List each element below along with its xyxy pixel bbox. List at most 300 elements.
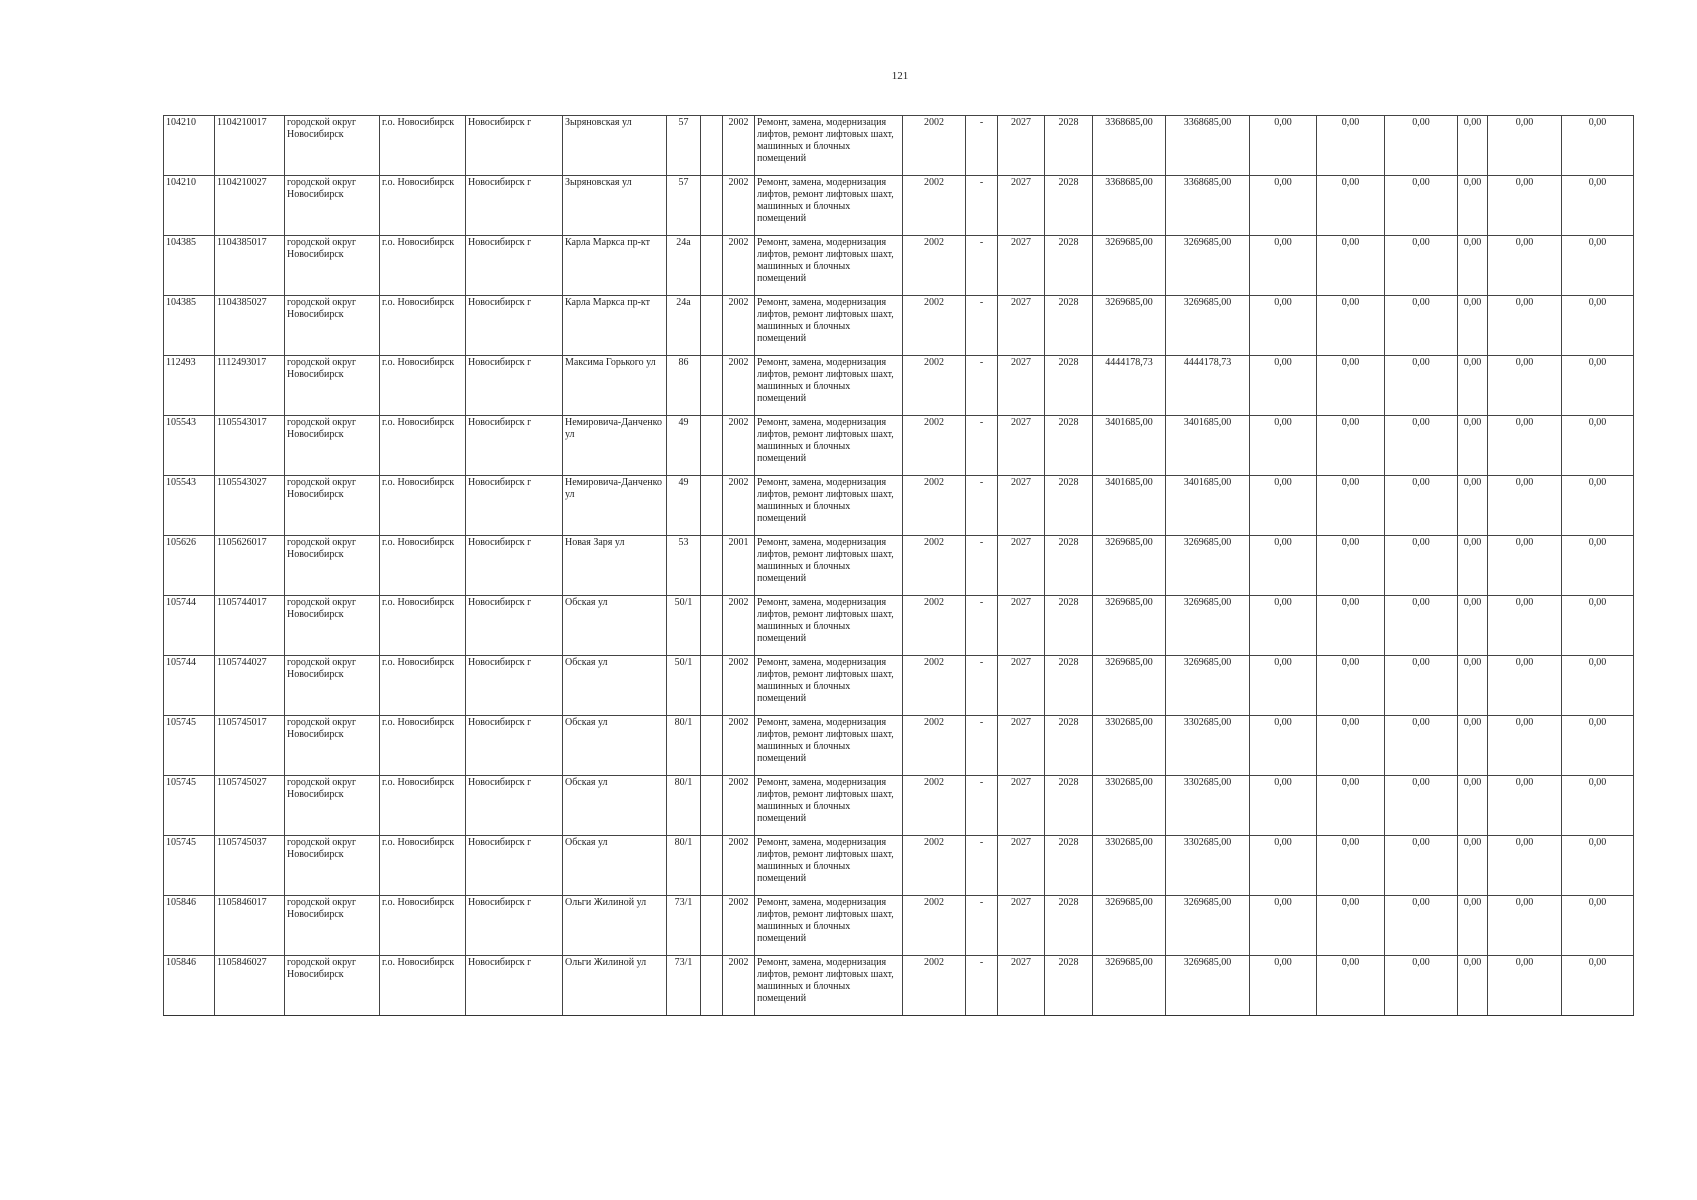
cell-municipality: г.о. Новосибирск <box>380 836 466 896</box>
cell-city: Новосибирск г <box>466 416 563 476</box>
cell-work-type: Ремонт, замена, модернизация лифтов, ремонт лифтовых шахт, машинных и блочных помещений <box>755 956 903 1016</box>
cell-cost-total: 3368685,00 <box>1093 176 1166 236</box>
cell-last-repair-year: 2002 <box>903 596 966 656</box>
cell-plan-end-year: 2028 <box>1045 356 1093 416</box>
cell-block <box>701 416 723 476</box>
cell-city: Новосибирск г <box>466 176 563 236</box>
cell-plan-end-year: 2028 <box>1045 776 1093 836</box>
cell-plan-start-year: 2027 <box>998 656 1045 716</box>
cell-amount-3: 0,00 <box>1385 896 1458 956</box>
cell-block <box>701 356 723 416</box>
cell-built-year: 2002 <box>723 476 755 536</box>
cell-plan-end-year: 2028 <box>1045 416 1093 476</box>
cell-amount-6: 0,00 <box>1562 536 1634 596</box>
cell-work-type: Ремонт, замена, модернизация лифтов, ремонт лифтовых шахт, машинных и блочных помещений <box>755 776 903 836</box>
cell-cost-total: 3269685,00 <box>1093 236 1166 296</box>
cell-cost-total: 3269685,00 <box>1093 596 1166 656</box>
cell-built-year: 2002 <box>723 296 755 356</box>
cell-amount-4: 0,00 <box>1458 296 1488 356</box>
cell-plan-start-year: 2027 <box>998 476 1045 536</box>
cell-house-number: 50/1 <box>667 596 701 656</box>
cell-built-year: 2002 <box>723 596 755 656</box>
cell-house-number: 80/1 <box>667 836 701 896</box>
cell-amount-6: 0,00 <box>1562 716 1634 776</box>
cell-amount-3: 0,00 <box>1385 296 1458 356</box>
cell-house-number: 57 <box>667 176 701 236</box>
cell-house-id: 105846 <box>164 956 215 1016</box>
cell-dash: - <box>966 836 998 896</box>
cell-block <box>701 536 723 596</box>
page-number: 121 <box>891 70 909 82</box>
cell-cost-total: 3302685,00 <box>1093 776 1166 836</box>
cell-amount-4: 0,00 <box>1458 956 1488 1016</box>
cell-city: Новосибирск г <box>466 296 563 356</box>
cell-work-type: Ремонт, замена, модернизация лифтов, ремонт лифтовых шахт, машинных и блочных помещений <box>755 536 903 596</box>
cell-work-code: 1105745017 <box>215 716 285 776</box>
cell-house-number: 49 <box>667 476 701 536</box>
cell-amount-6: 0,00 <box>1562 176 1634 236</box>
cell-plan-end-year: 2028 <box>1045 236 1093 296</box>
cell-cost-total: 3269685,00 <box>1093 656 1166 716</box>
cell-amount-5: 0,00 <box>1488 836 1562 896</box>
table-row <box>164 656 1634 716</box>
cell-work-type: Ремонт, замена, модернизация лифтов, ремонт лифтовых шахт, машинных и блочных помещений <box>755 596 903 656</box>
cell-plan-end-year: 2028 <box>1045 596 1093 656</box>
cell-amount-1: 0,00 <box>1250 296 1317 356</box>
cell-plan-start-year: 2027 <box>998 416 1045 476</box>
cell-plan-start-year: 2027 <box>998 596 1045 656</box>
cell-plan-end-year: 2028 <box>1045 476 1093 536</box>
cell-work-type: Ремонт, замена, модернизация лифтов, ремонт лифтовых шахт, машинных и блочных помещений <box>755 296 903 356</box>
cell-municipality: г.о. Новосибирск <box>380 176 466 236</box>
cell-amount-5: 0,00 <box>1488 776 1562 836</box>
cell-block <box>701 476 723 536</box>
cell-house-number: 73/1 <box>667 896 701 956</box>
cell-amount-3: 0,00 <box>1385 716 1458 776</box>
cell-cost-fund: 3269685,00 <box>1166 536 1250 596</box>
cell-work-code: 1104385017 <box>215 236 285 296</box>
cell-city: Новосибирск г <box>466 716 563 776</box>
cell-amount-4: 0,00 <box>1458 176 1488 236</box>
cell-amount-6: 0,00 <box>1562 956 1634 1016</box>
cell-amount-3: 0,00 <box>1385 836 1458 896</box>
table-row <box>164 236 1634 296</box>
cell-dash: - <box>966 116 998 176</box>
cell-built-year: 2002 <box>723 896 755 956</box>
cell-amount-5: 0,00 <box>1488 176 1562 236</box>
cell-block <box>701 716 723 776</box>
cell-amount-1: 0,00 <box>1250 536 1317 596</box>
cell-city: Новосибирск г <box>466 236 563 296</box>
cell-street: Немировича-Данченко ул <box>563 416 667 476</box>
cell-amount-5: 0,00 <box>1488 356 1562 416</box>
cell-amount-3: 0,00 <box>1385 656 1458 716</box>
cell-street: Обская ул <box>563 716 667 776</box>
cell-last-repair-year: 2002 <box>903 956 966 1016</box>
cell-city: Новосибирск г <box>466 596 563 656</box>
cell-last-repair-year: 2002 <box>903 716 966 776</box>
cell-amount-2: 0,00 <box>1317 956 1385 1016</box>
cell-house-number: 80/1 <box>667 716 701 776</box>
cell-district: городской округ Новосибирск <box>285 236 380 296</box>
cell-amount-4: 0,00 <box>1458 536 1488 596</box>
cell-dash: - <box>966 596 998 656</box>
cell-amount-2: 0,00 <box>1317 176 1385 236</box>
cell-last-repair-year: 2002 <box>903 176 966 236</box>
cell-built-year: 2002 <box>723 956 755 1016</box>
cell-amount-1: 0,00 <box>1250 356 1317 416</box>
cell-amount-3: 0,00 <box>1385 116 1458 176</box>
cell-amount-5: 0,00 <box>1488 236 1562 296</box>
cell-amount-1: 0,00 <box>1250 896 1317 956</box>
cell-amount-1: 0,00 <box>1250 656 1317 716</box>
cell-amount-1: 0,00 <box>1250 776 1317 836</box>
cell-amount-6: 0,00 <box>1562 236 1634 296</box>
cell-amount-1: 0,00 <box>1250 116 1317 176</box>
cell-amount-3: 0,00 <box>1385 776 1458 836</box>
cell-amount-3: 0,00 <box>1385 956 1458 1016</box>
cell-block <box>701 176 723 236</box>
cell-plan-start-year: 2027 <box>998 236 1045 296</box>
cell-amount-5: 0,00 <box>1488 956 1562 1016</box>
cell-house-id: 105626 <box>164 536 215 596</box>
cell-house-id: 105543 <box>164 416 215 476</box>
cell-amount-4: 0,00 <box>1458 656 1488 716</box>
cell-amount-5: 0,00 <box>1488 296 1562 356</box>
cell-amount-4: 0,00 <box>1458 896 1488 956</box>
cell-last-repair-year: 2002 <box>903 776 966 836</box>
cell-district: городской округ Новосибирск <box>285 176 380 236</box>
cell-work-code: 1105744017 <box>215 596 285 656</box>
cell-amount-2: 0,00 <box>1317 536 1385 596</box>
cell-amount-2: 0,00 <box>1317 296 1385 356</box>
cell-street: Максима Горького ул <box>563 356 667 416</box>
cell-municipality: г.о. Новосибирск <box>380 356 466 416</box>
cell-plan-start-year: 2027 <box>998 536 1045 596</box>
cell-last-repair-year: 2002 <box>903 296 966 356</box>
cell-amount-5: 0,00 <box>1488 716 1562 776</box>
cell-amount-1: 0,00 <box>1250 956 1317 1016</box>
table-row <box>164 836 1634 896</box>
cell-street: Ольги Жилиной ул <box>563 896 667 956</box>
cell-cost-total: 3368685,00 <box>1093 116 1166 176</box>
cell-work-code: 1105745027 <box>215 776 285 836</box>
cell-street: Обская ул <box>563 836 667 896</box>
cell-work-code: 1112493017 <box>215 356 285 416</box>
cell-last-repair-year: 2002 <box>903 116 966 176</box>
cell-dash: - <box>966 476 998 536</box>
cell-street: Новая Заря ул <box>563 536 667 596</box>
cell-municipality: г.о. Новосибирск <box>380 296 466 356</box>
cell-plan-end-year: 2028 <box>1045 836 1093 896</box>
cell-work-code: 1105543027 <box>215 476 285 536</box>
cell-house-id: 104210 <box>164 176 215 236</box>
cell-municipality: г.о. Новосибирск <box>380 956 466 1016</box>
cell-municipality: г.о. Новосибирск <box>380 536 466 596</box>
cell-house-id: 104385 <box>164 236 215 296</box>
cell-built-year: 2002 <box>723 356 755 416</box>
cell-district: городской округ Новосибирск <box>285 116 380 176</box>
cell-dash: - <box>966 296 998 356</box>
cell-amount-3: 0,00 <box>1385 596 1458 656</box>
cell-last-repair-year: 2002 <box>903 416 966 476</box>
table-row <box>164 176 1634 236</box>
cell-block <box>701 896 723 956</box>
cell-work-code: 1104210027 <box>215 176 285 236</box>
cell-work-type: Ремонт, замена, модернизация лифтов, ремонт лифтовых шахт, машинных и блочных помещений <box>755 656 903 716</box>
cell-built-year: 2002 <box>723 776 755 836</box>
cell-last-repair-year: 2002 <box>903 236 966 296</box>
cell-city: Новосибирск г <box>466 836 563 896</box>
cell-dash: - <box>966 416 998 476</box>
cell-cost-total: 4444178,73 <box>1093 356 1166 416</box>
cell-work-type: Ремонт, замена, модернизация лифтов, ремонт лифтовых шахт, машинных и блочных помещений <box>755 716 903 776</box>
capital-repair-table <box>163 115 1634 1016</box>
cell-work-code: 1105543017 <box>215 416 285 476</box>
table-row <box>164 116 1634 176</box>
cell-municipality: г.о. Новосибирск <box>380 776 466 836</box>
cell-municipality: г.о. Новосибирск <box>380 236 466 296</box>
cell-city: Новосибирск г <box>466 536 563 596</box>
cell-plan-end-year: 2028 <box>1045 896 1093 956</box>
table-row <box>164 356 1634 416</box>
cell-amount-5: 0,00 <box>1488 416 1562 476</box>
cell-plan-end-year: 2028 <box>1045 116 1093 176</box>
cell-work-type: Ремонт, замена, модернизация лифтов, ремонт лифтовых шахт, машинных и блочных помещений <box>755 176 903 236</box>
cell-district: городской округ Новосибирск <box>285 416 380 476</box>
cell-amount-6: 0,00 <box>1562 476 1634 536</box>
cell-amount-2: 0,00 <box>1317 236 1385 296</box>
cell-street: Зыряновская ул <box>563 176 667 236</box>
cell-work-type: Ремонт, замена, модернизация лифтов, ремонт лифтовых шахт, машинных и блочных помещений <box>755 836 903 896</box>
cell-amount-6: 0,00 <box>1562 776 1634 836</box>
cell-house-number: 86 <box>667 356 701 416</box>
cell-work-type: Ремонт, замена, модернизация лифтов, ремонт лифтовых шахт, машинных и блочных помещений <box>755 476 903 536</box>
cell-cost-total: 3269685,00 <box>1093 896 1166 956</box>
cell-plan-start-year: 2027 <box>998 176 1045 236</box>
cell-cost-fund: 3269685,00 <box>1166 896 1250 956</box>
cell-dash: - <box>966 716 998 776</box>
cell-amount-1: 0,00 <box>1250 476 1317 536</box>
cell-work-code: 1104385027 <box>215 296 285 356</box>
cell-district: городской округ Новосибирск <box>285 476 380 536</box>
cell-house-id: 105543 <box>164 476 215 536</box>
table-row <box>164 956 1634 1016</box>
cell-work-code: 1105846027 <box>215 956 285 1016</box>
cell-work-code: 1104210017 <box>215 116 285 176</box>
cell-plan-start-year: 2027 <box>998 776 1045 836</box>
cell-house-id: 105744 <box>164 656 215 716</box>
cell-district: городской округ Новосибирск <box>285 656 380 716</box>
cell-street: Карла Маркса пр-кт <box>563 236 667 296</box>
cell-work-code: 1105745037 <box>215 836 285 896</box>
cell-amount-6: 0,00 <box>1562 416 1634 476</box>
cell-block <box>701 596 723 656</box>
cell-amount-4: 0,00 <box>1458 836 1488 896</box>
cell-cost-fund: 3302685,00 <box>1166 716 1250 776</box>
cell-street: Обская ул <box>563 656 667 716</box>
cell-cost-fund: 3269685,00 <box>1166 656 1250 716</box>
cell-cost-total: 3302685,00 <box>1093 836 1166 896</box>
cell-district: городской округ Новосибирск <box>285 956 380 1016</box>
cell-amount-4: 0,00 <box>1458 476 1488 536</box>
cell-amount-4: 0,00 <box>1458 716 1488 776</box>
cell-work-type: Ремонт, замена, модернизация лифтов, ремонт лифтовых шахт, машинных и блочных помещений <box>755 236 903 296</box>
cell-amount-5: 0,00 <box>1488 656 1562 716</box>
cell-cost-fund: 3368685,00 <box>1166 176 1250 236</box>
cell-last-repair-year: 2002 <box>903 836 966 896</box>
cell-municipality: г.о. Новосибирск <box>380 596 466 656</box>
cell-house-number: 24а <box>667 236 701 296</box>
cell-dash: - <box>966 776 998 836</box>
cell-amount-6: 0,00 <box>1562 896 1634 956</box>
table-row <box>164 476 1634 536</box>
cell-block <box>701 116 723 176</box>
cell-district: городской округ Новосибирск <box>285 896 380 956</box>
cell-work-code: 1105626017 <box>215 536 285 596</box>
cell-block <box>701 776 723 836</box>
cell-amount-1: 0,00 <box>1250 596 1317 656</box>
cell-cost-fund: 3302685,00 <box>1166 836 1250 896</box>
cell-built-year: 2001 <box>723 536 755 596</box>
table-row <box>164 416 1634 476</box>
cell-plan-end-year: 2028 <box>1045 716 1093 776</box>
cell-plan-start-year: 2027 <box>998 956 1045 1016</box>
cell-plan-end-year: 2028 <box>1045 296 1093 356</box>
cell-amount-2: 0,00 <box>1317 596 1385 656</box>
cell-cost-total: 3269685,00 <box>1093 296 1166 356</box>
cell-plan-end-year: 2028 <box>1045 656 1093 716</box>
cell-cost-total: 3302685,00 <box>1093 716 1166 776</box>
cell-city: Новосибирск г <box>466 776 563 836</box>
cell-amount-4: 0,00 <box>1458 596 1488 656</box>
cell-cost-fund: 3269685,00 <box>1166 296 1250 356</box>
cell-house-number: 49 <box>667 416 701 476</box>
cell-amount-2: 0,00 <box>1317 776 1385 836</box>
cell-amount-2: 0,00 <box>1317 416 1385 476</box>
cell-amount-5: 0,00 <box>1488 536 1562 596</box>
cell-house-number: 24а <box>667 296 701 356</box>
cell-amount-3: 0,00 <box>1385 176 1458 236</box>
cell-dash: - <box>966 536 998 596</box>
cell-dash: - <box>966 956 998 1016</box>
cell-amount-1: 0,00 <box>1250 716 1317 776</box>
cell-amount-3: 0,00 <box>1385 476 1458 536</box>
cell-cost-fund: 3368685,00 <box>1166 116 1250 176</box>
cell-block <box>701 656 723 716</box>
cell-house-id: 104210 <box>164 116 215 176</box>
cell-dash: - <box>966 356 998 416</box>
cell-district: городской округ Новосибирск <box>285 836 380 896</box>
cell-built-year: 2002 <box>723 236 755 296</box>
cell-amount-4: 0,00 <box>1458 356 1488 416</box>
table-row <box>164 716 1634 776</box>
cell-cost-fund: 3302685,00 <box>1166 776 1250 836</box>
cell-city: Новосибирск г <box>466 356 563 416</box>
cell-amount-2: 0,00 <box>1317 896 1385 956</box>
cell-city: Новосибирск г <box>466 116 563 176</box>
cell-amount-6: 0,00 <box>1562 836 1634 896</box>
cell-cost-total: 3401685,00 <box>1093 476 1166 536</box>
cell-plan-end-year: 2028 <box>1045 956 1093 1016</box>
cell-amount-2: 0,00 <box>1317 836 1385 896</box>
cell-amount-5: 0,00 <box>1488 476 1562 536</box>
cell-work-code: 1105744027 <box>215 656 285 716</box>
cell-block <box>701 296 723 356</box>
cell-house-id: 105745 <box>164 776 215 836</box>
cell-street: Ольги Жилиной ул <box>563 956 667 1016</box>
cell-street: Обская ул <box>563 596 667 656</box>
cell-municipality: г.о. Новосибирск <box>380 896 466 956</box>
cell-district: городской округ Новосибирск <box>285 776 380 836</box>
cell-house-id: 105846 <box>164 896 215 956</box>
cell-amount-5: 0,00 <box>1488 116 1562 176</box>
cell-amount-6: 0,00 <box>1562 596 1634 656</box>
cell-street: Немировича-Данченко ул <box>563 476 667 536</box>
cell-municipality: г.о. Новосибирск <box>380 656 466 716</box>
cell-built-year: 2002 <box>723 416 755 476</box>
cell-plan-start-year: 2027 <box>998 716 1045 776</box>
cell-street: Обская ул <box>563 776 667 836</box>
cell-work-type: Ремонт, замена, модернизация лифтов, ремонт лифтовых шахт, машинных и блочных помещений <box>755 896 903 956</box>
cell-district: городской округ Новосибирск <box>285 356 380 416</box>
cell-built-year: 2002 <box>723 656 755 716</box>
cell-municipality: г.о. Новосибирск <box>380 416 466 476</box>
cell-dash: - <box>966 176 998 236</box>
cell-last-repair-year: 2002 <box>903 896 966 956</box>
cell-amount-1: 0,00 <box>1250 416 1317 476</box>
cell-cost-fund: 3401685,00 <box>1166 476 1250 536</box>
cell-plan-start-year: 2027 <box>998 296 1045 356</box>
cell-dash: - <box>966 656 998 716</box>
cell-built-year: 2002 <box>723 836 755 896</box>
cell-house-id: 105745 <box>164 836 215 896</box>
cell-house-number: 80/1 <box>667 776 701 836</box>
cell-amount-6: 0,00 <box>1562 296 1634 356</box>
cell-amount-2: 0,00 <box>1317 716 1385 776</box>
cell-municipality: г.о. Новосибирск <box>380 116 466 176</box>
cell-cost-total: 3269685,00 <box>1093 956 1166 1016</box>
cell-house-number: 53 <box>667 536 701 596</box>
table-row <box>164 296 1634 356</box>
cell-house-number: 50/1 <box>667 656 701 716</box>
cell-dash: - <box>966 236 998 296</box>
cell-street: Карла Маркса пр-кт <box>563 296 667 356</box>
cell-amount-3: 0,00 <box>1385 536 1458 596</box>
cell-plan-start-year: 2027 <box>998 836 1045 896</box>
cell-amount-6: 0,00 <box>1562 116 1634 176</box>
cell-house-number: 73/1 <box>667 956 701 1016</box>
cell-built-year: 2002 <box>723 116 755 176</box>
cell-plan-end-year: 2028 <box>1045 176 1093 236</box>
cell-amount-3: 0,00 <box>1385 416 1458 476</box>
cell-plan-end-year: 2028 <box>1045 536 1093 596</box>
cell-municipality: г.о. Новосибирск <box>380 716 466 776</box>
cell-street: Зыряновская ул <box>563 116 667 176</box>
cell-amount-5: 0,00 <box>1488 596 1562 656</box>
cell-house-id: 105745 <box>164 716 215 776</box>
cell-built-year: 2002 <box>723 716 755 776</box>
cell-city: Новосибирск г <box>466 476 563 536</box>
cell-block <box>701 836 723 896</box>
cell-house-id: 104385 <box>164 296 215 356</box>
cell-cost-fund: 4444178,73 <box>1166 356 1250 416</box>
cell-amount-6: 0,00 <box>1562 356 1634 416</box>
cell-house-number: 57 <box>667 116 701 176</box>
cell-amount-4: 0,00 <box>1458 116 1488 176</box>
table-row <box>164 536 1634 596</box>
cell-plan-start-year: 2027 <box>998 116 1045 176</box>
